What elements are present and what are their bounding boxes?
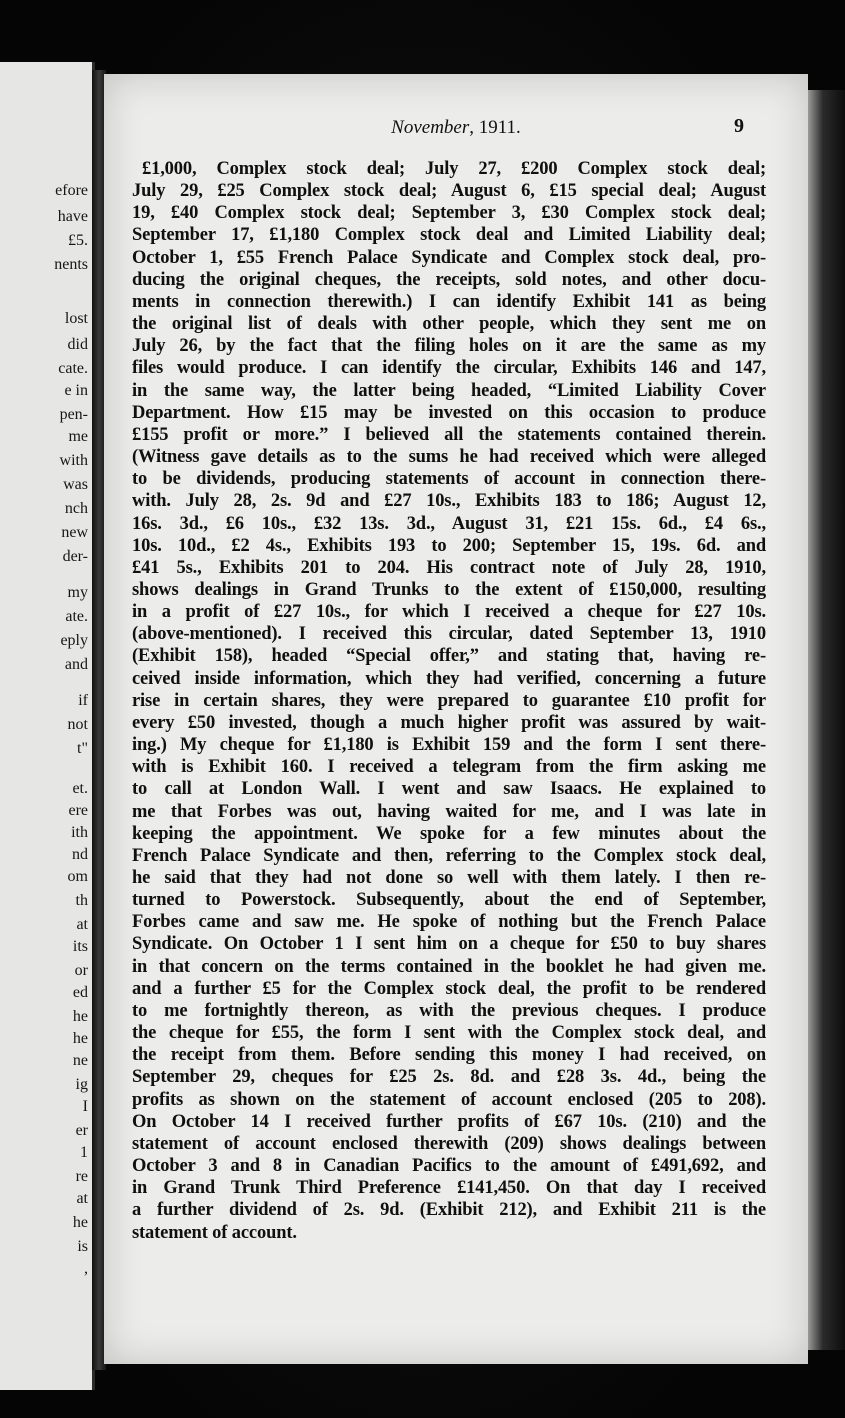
text-line: with. July 28, 2s. 9d and £27 10s., Exhibits 183 to 186; August 12, — [132, 491, 766, 512]
text-line: On October 14 I received further profits of £67 10s. (210) and the — [132, 1111, 766, 1132]
text-line: July 26, by the fact that the filing holes on it are the same as my — [132, 336, 766, 357]
running-head — [104, 117, 808, 139]
text-line: 19, £40 Complex stock deal; September 3, £30 Complex stock deal; — [132, 203, 766, 224]
text-line: statement of account enclosed therewith (209) shows dealings between — [132, 1133, 766, 1154]
text-line: the original list of deals with other people, which they sent me on — [132, 314, 766, 335]
previous-page-text-fragment: ed — [72, 984, 88, 1001]
previous-page-text-fragment: have — [57, 208, 88, 225]
text-line: me that Forbes was out, having waited for me, and I was late in — [132, 801, 766, 822]
previous-page-text-fragment: he — [72, 1030, 88, 1047]
text-line: the receipt from them. Before sending this money I had received, on — [132, 1045, 766, 1066]
previous-page-text-fragment: nch — [64, 500, 88, 517]
text-line: (Witness gave details as to the sums he had received which were alleged — [132, 447, 766, 468]
text-line: ing.) My cheque for £1,180 is Exhibit 159 and the form I sent there- — [132, 735, 766, 756]
previous-page-text-fragment: 1 — [80, 1144, 88, 1161]
text-line: with is Exhibit 160. I received a telegram from the firm asking me — [132, 757, 766, 778]
text-line: September 17, £1,180 Complex stock deal and Limited Liability deal; — [132, 225, 766, 246]
previous-page-text-fragment: its — [72, 938, 88, 955]
text-line: and a further £5 for the Complex stock deal, the profit to be rendered — [132, 978, 766, 999]
text-line: Syndicate. On October 1 I sent him on a cheque for £50 to buy shares — [132, 934, 766, 955]
text-line: he said that they had not done so well with them lately. I then re- — [132, 868, 766, 888]
running-head-month: November — [391, 117, 470, 138]
previous-page-text-fragment: ate. — [65, 608, 88, 625]
text-line: files would produce. I can identify the circular, Exhibits 146 and 147, — [132, 358, 766, 379]
previous-page-text-fragment: he — [72, 1008, 88, 1025]
previous-page-text-fragment: ith — [71, 824, 88, 841]
previous-page-text-fragment: at — [76, 1190, 88, 1207]
text-line: ceived inside information, which they had verified, concerning a future — [132, 668, 766, 689]
previous-page-text-fragment: me — [68, 428, 88, 445]
text-line: 10s. 10d., £2 4s., Exhibits 193 to 200; September 15, 19s. 6d. and — [132, 535, 766, 556]
previous-page-text-fragment: I — [82, 1098, 88, 1115]
text-line: in that concern on the terms contained in the booklet he had given me. — [132, 956, 766, 977]
text-line: July 29, £25 Complex stock deal; August 6, £15 special deal; August — [132, 181, 766, 202]
previous-page-text-fragment: or — [74, 962, 88, 979]
text-line: £41 5s., Exhibits 201 to 204. His contract note of July 28, 1910, — [132, 557, 766, 578]
text-line: in Grand Trunk Third Preference £141,450. On that day I received — [132, 1178, 766, 1199]
previous-page-text-fragment: with — [59, 452, 88, 469]
previous-page-text-fragment: e in — [64, 382, 88, 399]
page-edge-shadow — [808, 90, 845, 1350]
text-line: October 3 and 8 in Canadian Pacifics to the amount of £491,692, and — [132, 1156, 766, 1177]
text-line: £1,000, Complex stock deal; July 27, £200 Complex stock deal; — [142, 159, 766, 179]
book-page — [104, 74, 808, 1364]
text-line: £155 profit or more.” I believed all the statements contained therein. — [132, 424, 766, 445]
text-line: the cheque for £55, the form I sent with the Complex stock deal, and — [132, 1023, 766, 1044]
previous-page-text-fragment: he — [72, 1214, 88, 1231]
body-text — [132, 158, 766, 1244]
previous-page-text-fragment: der- — [62, 548, 88, 565]
previous-page-text-fragment: er — [75, 1122, 88, 1139]
page-number: 9 — [734, 115, 744, 137]
text-line: (above-mentioned). I received this circular, dated September 13, 1910 — [132, 624, 766, 645]
previous-page-text-fragment: new — [61, 524, 88, 541]
text-line: profits as shown on the statement of account enclosed (205 to 208). — [132, 1089, 766, 1110]
previous-page-text-fragment: ne — [72, 1052, 88, 1069]
previous-page-text-fragment: did — [67, 336, 88, 353]
previous-page-text-fragment: eply — [60, 632, 88, 649]
previous-page-text-fragment: pen- — [59, 406, 88, 423]
text-line: September 29, cheques for £25 2s. 8d. and £28 3s. 4d., being the — [132, 1067, 766, 1088]
text-line: ments in connection therewith.) I can identify Exhibit 141 as being — [132, 291, 766, 312]
text-line: turned to Powerstock. Subsequently, about the end of September, — [132, 890, 766, 911]
text-line: 16s. 3d., £6 10s., £32 13s. 3d., August 31, £21 15s. 6d., £4 6s., — [132, 513, 766, 534]
previous-page-text-fragment: is — [77, 1238, 88, 1255]
previous-page-text-fragment: ere — [68, 802, 88, 819]
text-line: in a profit of £27 10s., for which I received a cheque for £27 10s. — [132, 602, 766, 623]
previous-page-edge — [0, 62, 95, 1390]
previous-page-text-fragment: om — [67, 868, 88, 885]
previous-page-text-fragment: cate. — [58, 360, 88, 377]
text-line: a further dividend of 2s. 9d. (Exhibit 212), and Exhibit 211 is the — [132, 1200, 766, 1221]
previous-page-text-fragment: t" — [77, 740, 88, 757]
running-head-year: , 1911. — [469, 117, 521, 138]
text-line: French Palace Syndicate and then, referring to the Complex stock deal, — [132, 845, 766, 866]
text-line: to me fortnightly thereon, as with the previous cheques. I produce — [132, 1000, 766, 1021]
previous-page-text-fragment: th — [75, 892, 88, 909]
previous-page-text-fragment: was — [63, 476, 88, 493]
previous-page-text-fragment: lost — [64, 310, 88, 327]
previous-page-text-fragment: et. — [72, 780, 88, 797]
text-line: keeping the appointment. We spoke for a few minutes about the — [132, 823, 766, 844]
text-line: statement of account. — [132, 1222, 297, 1243]
text-line: in the same way, the latter being headed, “Limited Liability Cover — [132, 380, 766, 401]
text-line: rise in certain shares, they were prepared to guarantee £10 profit for — [132, 690, 766, 711]
previous-page-text-fragment: nents — [54, 256, 88, 273]
text-line: shows dealings in Grand Trunks to the extent of £150,000, resulting — [132, 579, 766, 600]
text-line: every £50 invested, though a much higher profit was assured by wait- — [132, 712, 766, 733]
previous-page-text-fragment: if — [78, 692, 88, 709]
previous-page-text-fragment: my — [67, 584, 88, 601]
previous-page-text-fragment: nd — [72, 846, 88, 863]
previous-page-text-fragment: not — [67, 716, 88, 733]
previous-page-text-fragment: , — [84, 1260, 88, 1277]
text-line: Forbes came and saw me. He spoke of nothing but the French Palace — [132, 912, 766, 933]
text-line: Department. How £15 may be invested on this occasion to produce — [132, 402, 766, 423]
text-line: (Exhibit 158), headed “Special offer,” and stating that, having re- — [132, 646, 766, 667]
previous-page-text-fragment: at — [76, 916, 88, 933]
previous-page-text-fragment: re — [75, 1168, 88, 1185]
text-line: to be dividends, producing statements of account in connection there- — [132, 469, 766, 490]
previous-page-text-fragment: and — [64, 656, 88, 673]
text-line: October 1, £55 French Palace Syndicate and Complex stock deal, pro- — [132, 247, 766, 268]
previous-page-text-fragment: ig — [75, 1076, 88, 1093]
text-line: ducing the original cheques, the receipts, sold notes, and other docu- — [132, 269, 766, 290]
previous-page-text-fragment: £5. — [68, 232, 88, 249]
text-line: to call at London Wall. I went and saw Isaacs. He explained to — [132, 779, 766, 800]
previous-page-text-fragment: efore — [55, 182, 88, 199]
